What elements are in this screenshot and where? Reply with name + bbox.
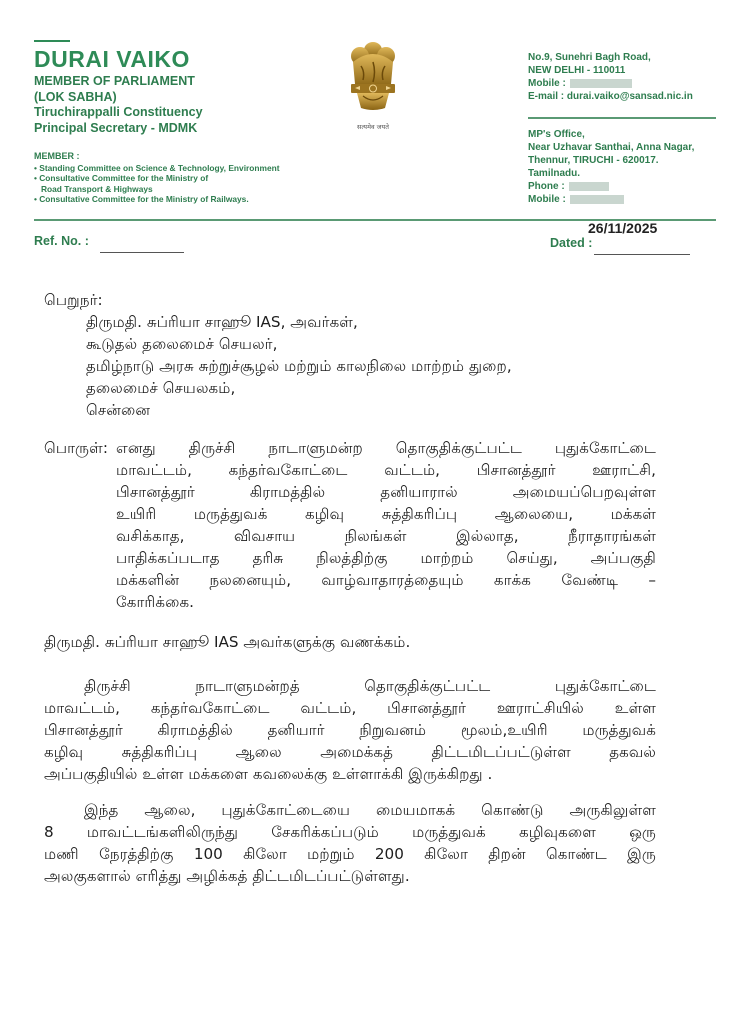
committee-line: • Consultative Committee for the Ministry of xyxy=(34,173,209,183)
address-line: No.9, Sunehri Bagh Road, xyxy=(528,52,651,63)
header-accent-line xyxy=(34,40,70,42)
subject-line: பிசானத்தூர் கிராமத்தில் தனியாரால் அமையப்பெறவுள்ள xyxy=(116,483,656,501)
paragraph-line: திருச்சி நாடாளுமன்றத் தொகுதிக்குட்பட்ட புதுக்கோட்டை xyxy=(84,677,656,695)
ref-underline xyxy=(100,252,184,253)
paragraph-line: 8 மாவட்டங்களிலிருந்து சேகரிக்கப்படும் மருத்துவக் கழிவுகளை ஒரு xyxy=(44,823,656,841)
subject-line: உயிரி மருத்துவக் கழிவு சுத்திகரிப்பு ஆலையை, மக்கள் xyxy=(116,505,656,523)
subject-line: மக்களின் நலனையும், வாழ்வாதாரத்தையும் காக்க வேண்டி – xyxy=(116,571,656,589)
recipient-block xyxy=(86,311,512,421)
paragraph-2 xyxy=(44,799,656,887)
mobile-label: Mobile : xyxy=(528,78,566,89)
subject-block xyxy=(44,437,656,613)
member-label: MEMBER : xyxy=(34,151,80,161)
address-divider xyxy=(528,117,716,119)
local-office-address xyxy=(528,128,694,206)
designation-line: (LOK SABHA) xyxy=(34,89,117,104)
designation-line: MEMBER OF PARLIAMENT xyxy=(34,74,195,88)
committee-line: • Consultative Committee for the Ministry of Railways. xyxy=(34,194,249,204)
recipient-line: திருமதி. சுப்ரியா சாஹூ IAS, அவர்கள், xyxy=(86,313,358,331)
mp-name: DURAI VAIKO xyxy=(34,46,190,72)
lion-capital-icon xyxy=(343,38,403,122)
redacted-number xyxy=(569,182,609,191)
recipient-line: சென்னை xyxy=(86,401,151,419)
subject-line: வசிக்காத, விவசாய நிலங்கள் இல்லாத, நீராதாரங்கள் xyxy=(116,527,656,545)
email-line: E-mail : durai.vaiko@sansad.nic.in xyxy=(528,91,693,102)
salutation: திருமதி. சுப்ரியா சாஹூ IAS அவர்களுக்கு வணக்கம். xyxy=(44,633,411,651)
dated-label: Dated : xyxy=(550,236,593,250)
committee-line: Road Transport & Highways xyxy=(34,183,153,194)
address-line: Tamilnadu. xyxy=(528,168,581,179)
recipient-label: பெறுநர்: xyxy=(44,291,103,309)
paragraph-line: அலகுகளால் எரித்து அழிக்கத் திட்டமிடப்பட்டுள்ளது. xyxy=(44,867,410,885)
phone-label: Phone : xyxy=(528,181,565,192)
redacted-number xyxy=(570,195,624,204)
subject-label: பொருள்: xyxy=(44,439,108,457)
subject-line: எனது திருச்சி நாடாளுமன்ற தொகுதிக்குட்பட்ட புதுக்கோட்டை xyxy=(116,439,656,457)
paragraph-line: மணி நேரத்திற்கு 100 கிலோ மற்றும் 200 கிலோ திறன் கொண்ட இரு xyxy=(44,845,656,863)
subject-continuation xyxy=(116,459,656,613)
paragraph-line: இந்த ஆலை, புதுக்கோட்டையை மையமாகக் கொண்டு அருகிலுள்ள xyxy=(84,801,656,819)
address-line: Near Uzhavar Santhai, Anna Nagar, xyxy=(528,142,695,153)
mobile-line xyxy=(528,193,694,206)
recipient-line: தமிழ்நாடு அரசு சுற்றுச்சூழல் மற்றும் காலநிலை மாற்றம் துறை, xyxy=(86,357,512,375)
committee-line: • Standing Committee on Science & Technology, Environment xyxy=(34,162,280,173)
designation-line: Principal Secretary - MDMK xyxy=(34,120,198,135)
ref-label: Ref. No. : xyxy=(34,234,89,248)
address-line: NEW DELHI - 110011 xyxy=(528,65,626,76)
mobile-line xyxy=(528,77,693,90)
subject-first-row xyxy=(44,437,656,459)
national-emblem xyxy=(340,38,406,131)
paragraph-line: கழிவு சுத்திகரிப்பு ஆலை அமைக்கத் திட்டமிடப்பட்டுள்ள தகவல் xyxy=(44,743,656,761)
subject-line: மாவட்டம், கந்தர்வகோட்டை வட்டம், பிசானத்தூர் ஊராட்சி, xyxy=(116,461,656,479)
address-line: MP's Office, xyxy=(528,129,585,140)
committee-block xyxy=(34,151,280,205)
address-line: Thennur, TIRUCHI - 620017. xyxy=(528,155,659,166)
subject-line: கோரிக்கை. xyxy=(116,593,194,611)
recipient-line: தலைமைச் செயலகம், xyxy=(86,379,236,397)
paragraph-line: அப்பகுதியில் உள்ள மக்களை கவலைக்கு உள்ளாக்கி இருக்கிறது . xyxy=(44,765,493,783)
designation-line: Tiruchirappalli Constituency xyxy=(34,105,203,119)
paragraph-1 xyxy=(44,675,656,785)
mp-designation-block xyxy=(34,74,203,136)
emblem-caption: सत्यमेव जयते xyxy=(357,123,389,131)
delhi-address xyxy=(528,51,693,103)
recipient-line: கூடுதல் தலைமைச் செயலர், xyxy=(86,335,278,353)
date-underline xyxy=(594,254,690,255)
phone-line xyxy=(528,180,694,193)
subject-line: பாதிக்கப்படாத தரிசு நிலத்திற்கு மாற்றம் செய்து, அப்பகுதி xyxy=(116,549,656,567)
letter-date: 26/11/2025 xyxy=(588,220,658,236)
mobile-label: Mobile : xyxy=(528,194,566,205)
paragraph-line: பிசானத்தூர் கிராமத்தில் தனியார் நிறுவனம் மூலம்,உயிரி மருத்துவக் xyxy=(44,721,656,739)
redacted-number xyxy=(570,79,632,88)
paragraph-line: மாவட்டம், கந்தர்வகோட்டை வட்டம், பிசானத்தூர் ஊராட்சியில் உள்ள xyxy=(44,699,656,717)
